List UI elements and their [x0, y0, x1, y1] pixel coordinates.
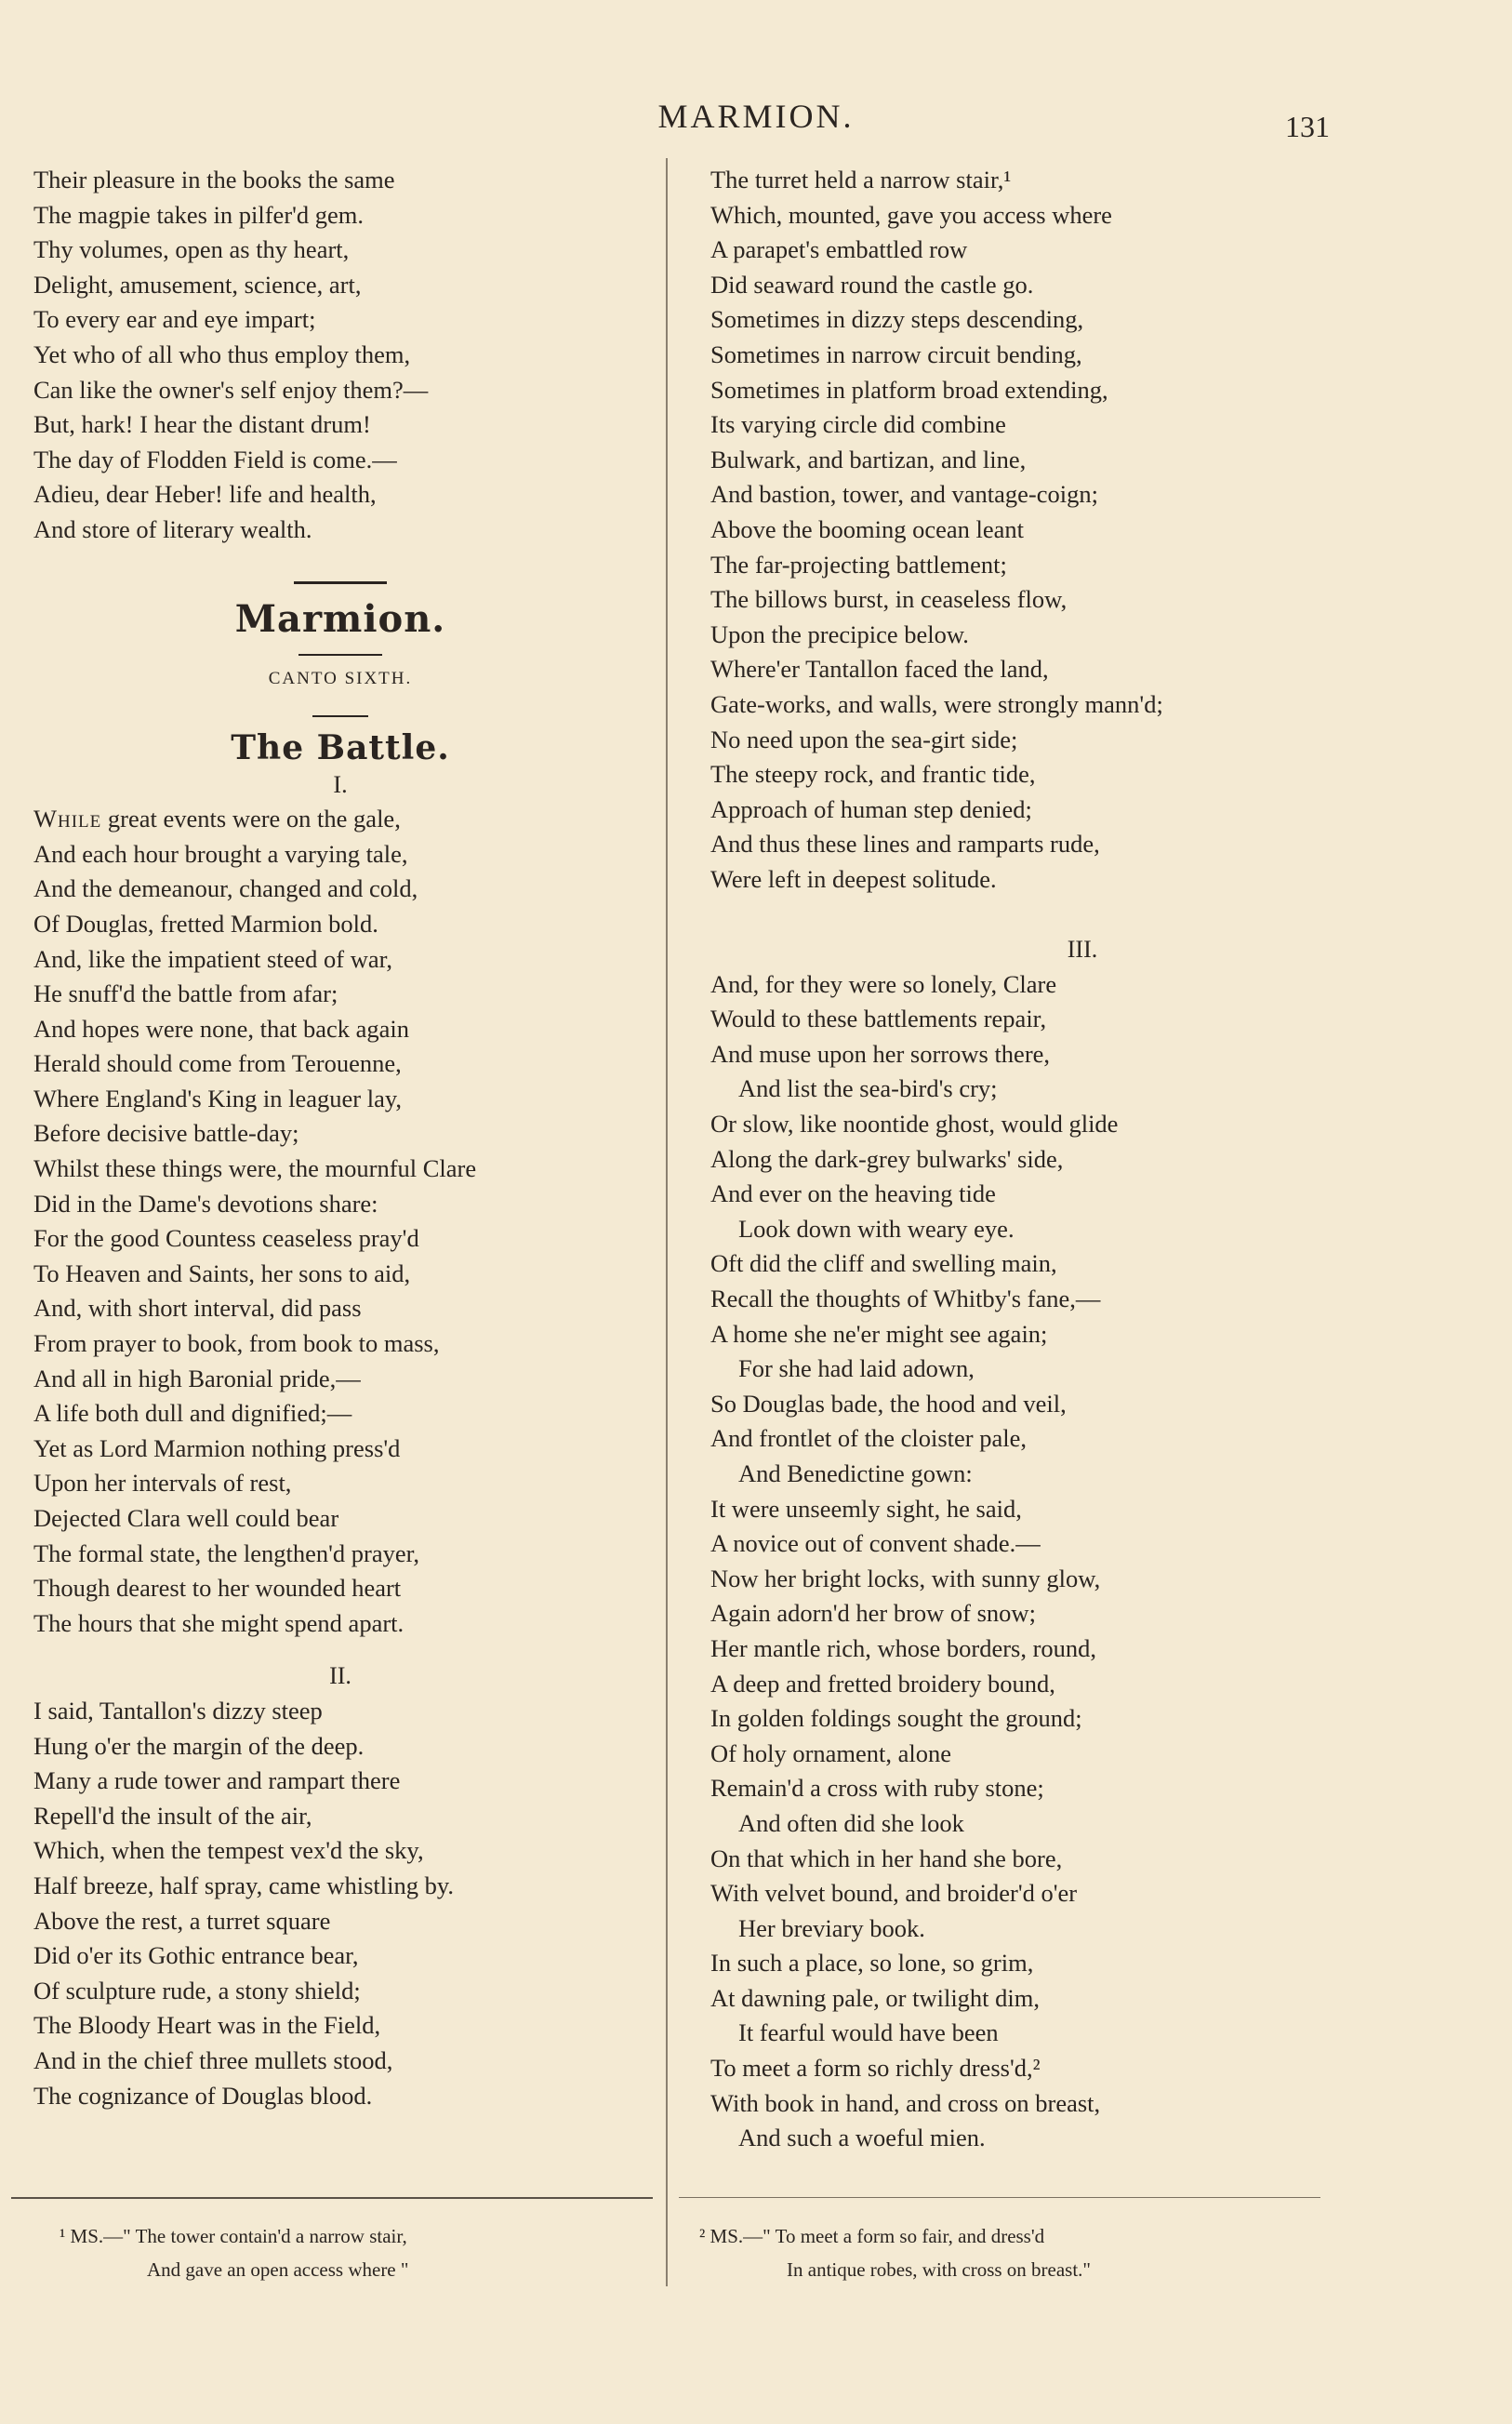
poem-line: And, with short interval, did pass — [33, 1294, 362, 1323]
footnote-line: In antique robes, with cross on breast." — [787, 2258, 1091, 2281]
poem-line: And ever on the heaving tide — [710, 1179, 996, 1208]
left-column — [33, 163, 647, 2113]
first-line-rest: great events were on the gale, — [101, 805, 401, 833]
poem-line: Gate-works, and walls, were strongly mann'd; — [710, 689, 1163, 718]
stanza-ii-continued — [710, 163, 1454, 897]
poem-line: Where'er Tantallon faced the land, — [710, 655, 1049, 684]
poem-line: A parapet's embattled row — [710, 235, 968, 264]
poem-line: A novice out of convent shade.— — [710, 1529, 1041, 1558]
poem-line: To meet a form so richly dress'd,² — [710, 2054, 1041, 2083]
drop-word: While — [33, 805, 102, 833]
poem-line: Though dearest to her wounded heart — [33, 1574, 402, 1603]
poem-line: Of Douglas, fretted Marmion bold. — [33, 909, 378, 938]
poem-line: To every ear and eye impart; — [33, 305, 316, 334]
poem-line: And, for they were so lonely, Clare — [710, 969, 1057, 998]
poem-line: Approach of human step denied; — [710, 794, 1032, 823]
poem-line: And in the chief three mullets stood, — [33, 2045, 393, 2074]
poem-line: Delight, amusement, science, art, — [33, 270, 362, 299]
poem-line: The far-projecting battlement; — [710, 550, 1007, 579]
poem-line: And all in high Baronial pride,— — [33, 1364, 361, 1392]
poem-line-indented: And such a woeful mien. — [738, 2124, 986, 2152]
poem-line: Half breeze, half spray, came whistling by. — [33, 1871, 455, 1899]
poem-line: And store of literary wealth. — [33, 514, 312, 543]
poem-line: The magpie takes in pilfer'd gem. — [33, 200, 365, 229]
poem-line — [33, 802, 647, 837]
poem-line: Did seaward round the castle go. — [710, 270, 1034, 299]
poem-line-indented: Her breviary book. — [738, 1913, 925, 1942]
poem-line: With velvet bound, and broider'd o'er — [710, 1879, 1078, 1908]
poem-line: And muse upon her sorrows there, — [710, 1039, 1051, 1068]
footnote-rule-right — [679, 2197, 1320, 2198]
poem-line: Repell'd the insult of the air, — [33, 1801, 312, 1830]
poem-line-indented: Look down with weary eye. — [738, 1214, 1015, 1243]
poem-line: At dawning pale, or twilight dim, — [710, 1983, 1041, 2012]
poem-line: Sometimes in narrow circuit bending, — [710, 340, 1082, 368]
poem-line: Where England's King in leaguer lay, — [33, 1084, 402, 1112]
poem-line: Would to these battlements repair, — [710, 1005, 1047, 1033]
poem-line: Yet who of all who thus employ them, — [33, 340, 411, 368]
poem-line: No need upon the sea-girt side; — [710, 725, 1018, 753]
poem-line: Bulwark, and bartizan, and line, — [710, 445, 1027, 473]
poem-line: Thy volumes, open as thy heart, — [33, 235, 350, 264]
footnote-line: ² MS.—" To meet a form so fair, and dress'd — [699, 2225, 1045, 2247]
poem-line: Along the dark-grey bulwarks' side, — [710, 1144, 1064, 1173]
poem-line: To Heaven and Saints, her sons to aid, — [33, 1259, 411, 1287]
poem-line: Can like the owner's self enjoy them?— — [33, 375, 429, 404]
poem-title: Marmion. — [234, 596, 446, 641]
poem-line: Sometimes in platform broad extending, — [710, 375, 1108, 404]
poem-line: Oft did the cliff and swelling main, — [710, 1249, 1057, 1278]
poem-line: In such a place, so lone, so grim, — [710, 1949, 1034, 1978]
poem-line: Above the rest, a turret square — [33, 1906, 331, 1935]
poem-line: Hung o'er the margin of the deep. — [33, 1731, 365, 1760]
poem-line-indented: And list the sea-bird's cry; — [738, 1074, 998, 1103]
poem-line: Whilst these things were, the mournful Clare — [33, 1154, 477, 1183]
column-divider — [666, 158, 668, 2286]
poem-line: Or slow, like noontide ghost, would glide — [710, 1110, 1119, 1139]
poem-line: Herald should come from Terouenne, — [33, 1049, 402, 1078]
poem-line-indented: It fearful would have been — [738, 2018, 999, 2047]
poem-line: The steepy rock, and frantic tide, — [710, 760, 1036, 789]
section-heading-i: I. — [333, 770, 348, 798]
poem-line: Of holy ornament, alone — [710, 1738, 952, 1767]
canto-subtitle: The Battle. — [231, 727, 450, 767]
poem-line: The turret held a narrow stair,¹ — [710, 166, 1012, 193]
canto-heading: CANTO SIXTH. — [268, 668, 413, 688]
poem-line: Her mantle rich, whose borders, round, — [710, 1633, 1097, 1662]
poem-line: Many a rude tower and rampart there — [33, 1766, 401, 1795]
poem-line: Its varying circle did combine — [710, 410, 1006, 439]
poem-line: And frontlet of the cloister pale, — [710, 1424, 1027, 1453]
poem-line: And the demeanour, changed and cold, — [33, 874, 418, 903]
poem-line: For the good Countess ceaseless pray'd — [33, 1224, 419, 1253]
stanza-iii — [710, 967, 1454, 2156]
section-heading-ii: II. — [329, 1662, 351, 1690]
poem-line: In golden foldings sought the ground; — [710, 1704, 1082, 1733]
poem-line: But, hark! I hear the distant drum! — [33, 410, 371, 439]
footnote-1 — [60, 2219, 636, 2286]
poem-line: From prayer to book, from book to mass, — [33, 1329, 440, 1358]
poem-line: Recall the thoughts of Whitby's fane,— — [710, 1285, 1101, 1312]
stanza-i — [33, 802, 647, 1641]
poem-line: Again adorn'd her brow of snow; — [710, 1599, 1036, 1628]
poem-line: Upon the precipice below. — [710, 619, 969, 648]
poem-line: The formal state, the lengthen'd prayer, — [33, 1538, 420, 1567]
right-column — [710, 163, 1454, 2156]
poem-line: Did in the Dame's devotions share: — [33, 1189, 378, 1218]
poem-line: It were unseemly sight, he said, — [710, 1494, 1022, 1523]
footnote-line: ¹ MS.—" The tower contain'd a narrow stair, — [60, 2225, 407, 2247]
poem-line: Remain'd a cross with ruby stone; — [710, 1774, 1044, 1803]
poem-line: A life both dull and dignified;— — [33, 1399, 352, 1428]
intro-stanza — [33, 163, 647, 548]
poem-line-indented: And often did she look — [738, 1808, 964, 1837]
poem-line-indented: And Benedictine gown: — [738, 1458, 973, 1487]
stanza-ii — [33, 1694, 647, 2113]
poem-line: Before decisive battle-day; — [33, 1119, 299, 1148]
poem-line: Which, mounted, gave you access where — [710, 200, 1112, 229]
poem-line: So Douglas bade, the hood and veil, — [710, 1389, 1067, 1418]
poem-line: The billows burst, in ceaseless flow, — [710, 585, 1068, 614]
poem-line: And bastion, tower, and vantage-coign; — [710, 480, 1098, 509]
poem-line: Which, when the tempest vex'd the sky, — [33, 1836, 424, 1865]
running-title: MARMION. — [657, 98, 855, 135]
poem-line: He snuff'd the battle from afar; — [33, 979, 338, 1008]
poem-line: Were left in deepest solitude. — [710, 864, 997, 893]
poem-line: With book in hand, and cross on breast, — [710, 2088, 1101, 2117]
poem-line: Upon her intervals of rest, — [33, 1469, 292, 1498]
poem-line: Now her bright locks, with sunny glow, — [710, 1564, 1101, 1592]
poem-line: And thus these lines and ramparts rude, — [710, 830, 1100, 859]
section-heading-iii: III. — [1067, 936, 1098, 964]
poem-line: The Bloody Heart was in the Field, — [33, 2011, 381, 2040]
poem-line: A home she ne'er might see again; — [710, 1319, 1048, 1348]
page-number: 131 — [1285, 110, 1330, 143]
poem-line: I said, Tantallon's dizzy steep — [33, 1696, 323, 1725]
poem-line-indented: For she had laid adown, — [738, 1354, 975, 1383]
poem-line: And each hour brought a varying tale, — [33, 839, 408, 868]
poem-line: And hopes were none, that back again — [33, 1014, 409, 1043]
footnote-2 — [699, 2219, 1313, 2286]
poem-line: Adieu, dear Heber! life and health, — [33, 480, 377, 509]
poem-line: The day of Flodden Field is come.— — [33, 445, 397, 473]
poem-line: The hours that she might spend apart. — [33, 1608, 405, 1637]
poem-line: On that which in her hand she bore, — [710, 1844, 1063, 1872]
poem-line: Sometimes in dizzy steps descending, — [710, 305, 1084, 334]
poem-line: Of sculpture rude, a stony shield; — [33, 1976, 361, 2004]
poem-line: A deep and fretted broidery bound, — [710, 1669, 1055, 1698]
poem-line: The cognizance of Douglas blood. — [33, 2081, 373, 2110]
footnote-line: And gave an open access where " — [147, 2258, 409, 2281]
poem-line: And, like the impatient steed of war, — [33, 944, 393, 973]
footnote-rule-left — [11, 2197, 653, 2199]
poem-line: Their pleasure in the books the same — [33, 166, 395, 193]
poem-line: Above the booming ocean leant — [710, 514, 1025, 543]
poem-line: Yet as Lord Marmion nothing press'd — [33, 1433, 401, 1462]
poem-line: Dejected Clara well could bear — [33, 1504, 339, 1532]
poem-line: Did o'er its Gothic entrance bear, — [33, 1941, 359, 1970]
